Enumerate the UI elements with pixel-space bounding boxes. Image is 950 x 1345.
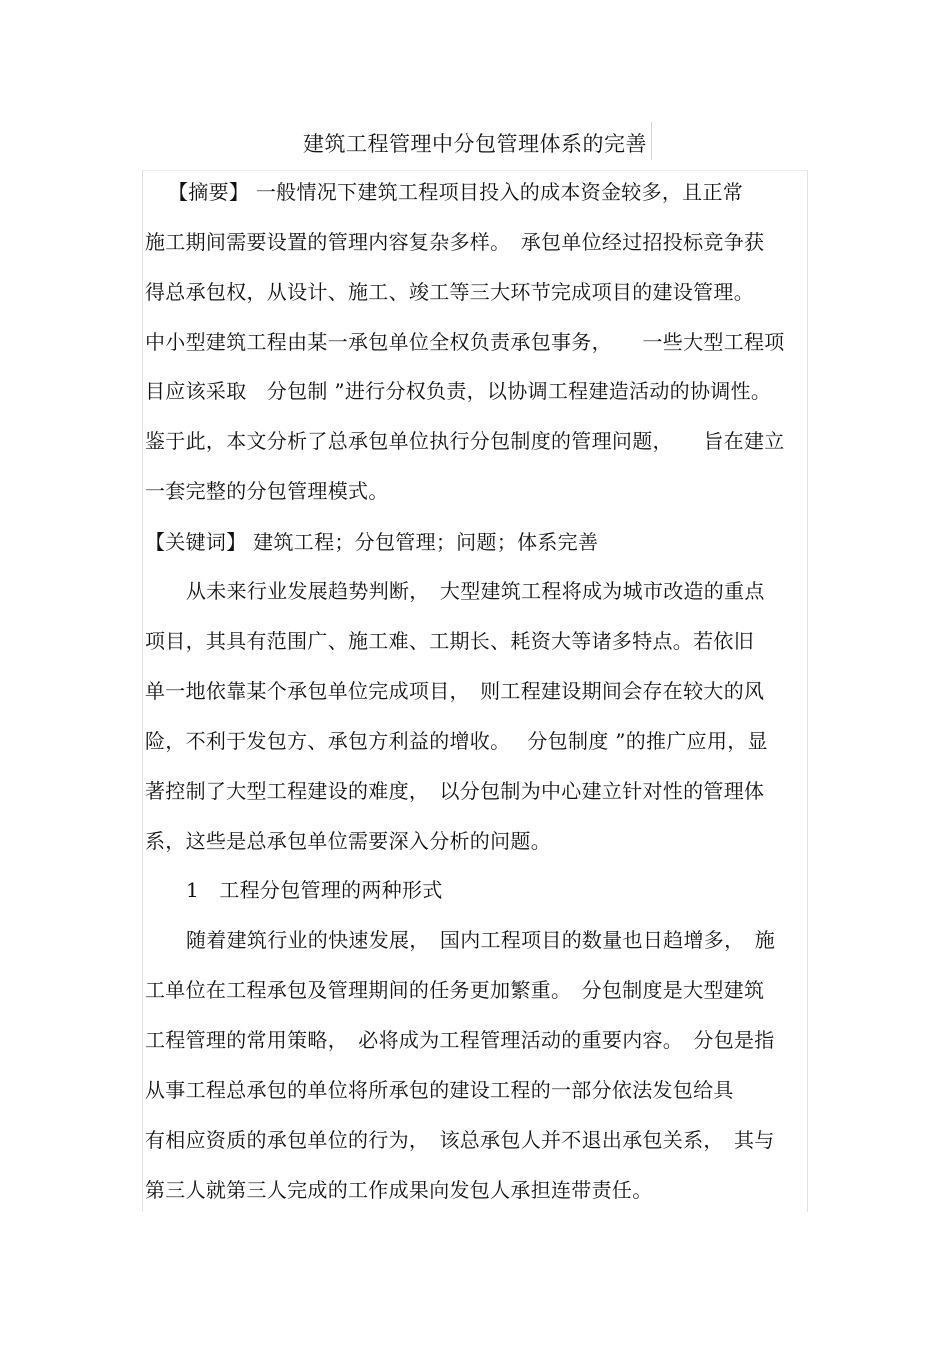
keywords-label: 【关键词】 [145, 530, 247, 554]
abstract-line-2: 施工期间需要设置的管理内容复杂多样。 承包单位经过招投标竞争获 [145, 230, 765, 254]
text-frame-left [142, 170, 143, 1212]
section-1-heading: 1 工程分包管理的两种形式 [186, 878, 443, 902]
title-divider [651, 122, 652, 160]
abstract-text: 一般情况下建筑工程项目投入的成本资金较多，且正常 [255, 180, 744, 204]
abstract-line-1 [168, 177, 805, 207]
abstract-label: 【摘要】 [168, 180, 250, 204]
abstract-line-7: 一套完整的分包管理模式。 [145, 479, 389, 503]
intro-line-3: 单一地依靠某个承包单位完成项目， 则工程建设期间会存在较大的风 [145, 679, 765, 703]
abstract-line-6: 鉴于此，本文分析了总承包单位执行分包制度的管理问题， 旨在建立 [145, 429, 785, 453]
intro-line-4: 险，不利于发包方、承包方利益的增收。 分包制度 ”的推广应用，显 [145, 729, 768, 753]
intro-line-5: 著控制了大型工程建设的难度， 以分包制为中心建立针对性的管理体 [145, 779, 765, 803]
intro-line-1: 从未来行业发展趋势判断， 大型建筑工程将成为城市改造的重点 [186, 579, 765, 603]
section-1-line-3: 工程管理的常用策略， 必将成为工程管理活动的重要内容。 分包是指 [145, 1028, 775, 1052]
section-1-line-1: 随着建筑行业的快速发展， 国内工程项目的数量也日趋增多， 施 [186, 928, 775, 952]
section-1-line-2: 工单位在工程承包及管理期间的任务更加繁重。 分包制度是大型建筑 [145, 978, 765, 1002]
document-title: 建筑工程管理中分包管理体系的完善 [303, 132, 647, 156]
section-1-line-6: 第三人就第三人完成的工作成果向发包人承担连带责任。 [145, 1178, 653, 1202]
abstract-line-5: 目应该采取 分包制 ”进行分权负责，以协调工程建造活动的协调性。 [145, 379, 772, 403]
keywords-line [145, 527, 805, 557]
intro-line-2: 项目，其具有范围广、施工难、工期长、耗资大等诸多特点。若依旧 [145, 629, 754, 653]
text-frame-top [142, 170, 807, 171]
keywords-text: 建筑工程；分包管理；问题；体系完善 [253, 530, 599, 554]
abstract-line-4: 中小型建筑工程由某一承包单位全权负责承包事务， 一些大型工程项 [145, 330, 785, 354]
section-1-line-4: 从事工程总承包的单位将所承包的建设工程的一部分依法发包给具 [145, 1078, 734, 1102]
section-1-line-5: 有相应资质的承包单位的行为， 该总承包人并不退出承包关系， 其与 [145, 1128, 775, 1152]
abstract-line-3: 得总承包权，从设计、施工、竣工等三大环节完成项目的建设管理。 [145, 280, 754, 304]
text-frame-right [807, 170, 808, 1212]
intro-line-6: 系，这些是总承包单位需要深入分析的问题。 [145, 829, 551, 853]
